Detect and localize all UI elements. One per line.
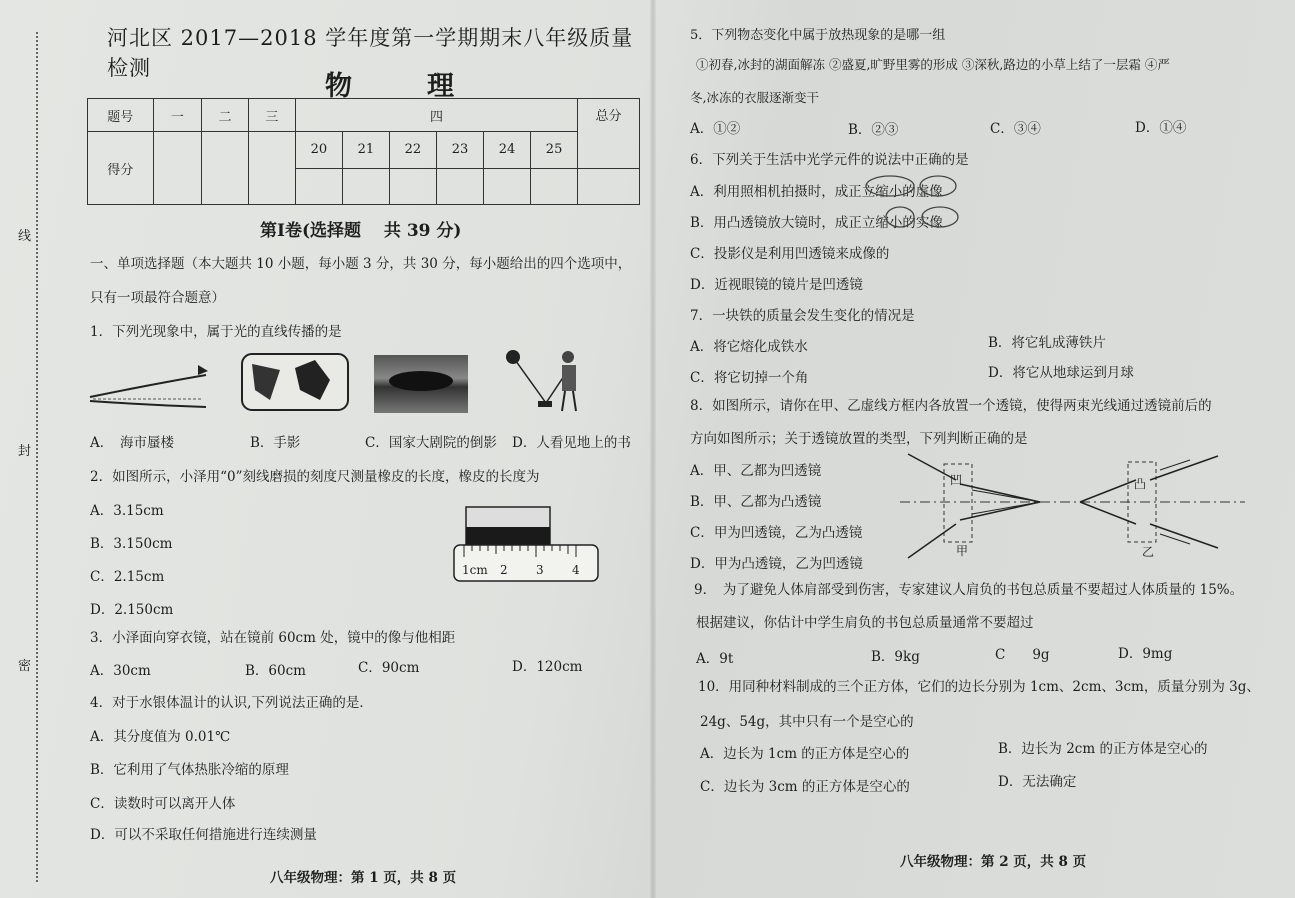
q5-statements: ①初春,冰封的湖面解冻 ②盛夏,旷野里雾的形成 ③深秋,路边的小草上结了一层霜 ④严 [696,57,1170,72]
score-cell [578,168,640,205]
q5-option-b: B．②③ [848,122,899,138]
q5-option-a: A．①② [690,121,741,137]
q6-option-a: A．利用照相机拍摄时，成正立缩小的虚像 [690,184,943,200]
score-total: 总分 [578,99,640,169]
score-sub-25: 25 [531,132,578,169]
q7-stem: 7．一块铁的质量会发生变化的情况是 [690,308,915,324]
score-sub-20: 20 [295,132,342,169]
q10-stem-cont: 24g、54g，其中只有一个是空心的 [700,714,914,730]
ruler-label-3: 3 [536,563,544,577]
score-section-4: 四 [295,99,577,132]
q7-option-c: C．将它切掉一个角 [690,370,809,386]
q9-stem: 9． 为了避免人体肩部受到伤害，专家建议人肩负的书包总质量不要超过人体质量的 15%。 [694,582,1244,598]
score-cell [436,168,483,205]
subject-title: 物 理 [325,71,478,102]
page-1 [80,0,640,898]
binding-line [36,32,38,882]
score-section-2: 二 [202,99,249,132]
score-sub-24: 24 [484,132,531,169]
page-fold [650,0,656,898]
q1-option-b: B．手影 [250,435,301,451]
score-cell [484,168,531,205]
q6-option-d: D．近视眼镜的镜片是凹透镜 [690,277,863,293]
score-sub-22: 22 [389,132,436,169]
q5-stem: 5．下列物态变化中属于放热现象的是哪一组 [690,28,946,43]
score-sub-21: 21 [342,132,389,169]
score-sub-23: 23 [436,132,483,169]
score-cell [153,132,202,205]
q7-option-d: D．将它从地球运到月球 [988,365,1134,381]
q8-label-jia: 甲 [956,544,969,558]
score-cell [295,168,342,205]
q2-option-d: D．2.150cm [90,602,174,618]
score-row-label: 得分 [88,132,154,205]
q2-stem: 2．如图所示，小泽用“0”刻线磨损的刻度尺测量橡皮的长度，橡皮的长度为 [90,469,540,485]
q10-option-d: D．无法确定 [998,774,1077,790]
q6-option-b: B．用凸透镜放大镜时，成正立缩小的实像 [690,215,943,231]
q8-label-yi: 乙 [1142,545,1155,559]
q8-lens-label-convex: 凸 [1134,477,1147,491]
page-2 [690,0,1280,898]
exam-title: 河北区 2017—2018 学年度第一学期期末八年级质量检测 [107,26,634,80]
q1-option-c: C．国家大剧院的倒影 [365,435,497,451]
q4-option-a: A．其分度值为 0.01℃ [90,729,231,745]
q10-option-c: C．边长为 3cm 的正方体是空心的 [700,779,910,795]
q4-option-c: C．读数时可以离开人体 [90,796,236,812]
ruler-label-2: 2 [500,563,508,577]
score-cell [531,168,578,205]
q1-hand-shadow-image [240,350,350,415]
q3-option-d: D．120cm [512,659,583,675]
page-1-footer: 八年级物理：第 1 页，共 8 页 [270,870,457,886]
q1-option-a: A． 海市蜃楼 [90,435,174,451]
instructions: 一、单项选择题（本大题共 10 小题，每小题 3 分，共 30 分，每小题给出的四个选项中， [90,256,632,272]
q1-stem: 1．下列光现象中，属于光的直线传播的是 [90,324,342,340]
q3-stem: 3．小泽面向穿衣镜，站在镜前 60cm 处，镜中的像与他相距 [90,630,456,646]
score-table [87,98,640,205]
q10-stem: 10．用同种材料制成的三个正方体，它们的边长分别为 1cm、2cm、3cm，质量分别为 3g、 [698,679,1260,695]
q4-stem: 4．对于水银体温计的认识,下列说法正确的是． [90,695,373,711]
q8-option-d: D．甲为凸透镜，乙为凹透镜 [690,556,863,572]
score-section-1: 一 [153,99,202,132]
q3-option-a: A．30cm [90,663,151,679]
ruler-label-1: 1cm [462,563,488,577]
q4-option-d: D．可以不采取任何措施进行连续测量 [90,827,317,843]
pen-circle-mark [880,205,970,229]
pen-circle-mark [850,174,960,198]
score-cell [202,132,249,205]
binding-label-secret: 密 [18,659,32,674]
q1-theater-reflection-image [374,355,468,413]
score-cell [342,168,389,205]
ruler-label-4: 4 [572,563,580,577]
q8-lens-label-concave: 凹 [950,473,963,487]
q1-option-d: D．人看见地上的书 [512,435,631,451]
q2-option-a: A．3.15cm [90,503,164,519]
q6-option-c: C．投影仪是利用凹透镜来成像的 [690,246,890,262]
q10-option-b: B．边长为 2cm 的正方体是空心的 [998,741,1208,757]
q4-option-b: B．它利用了气体热胀冷缩的原理 [90,762,289,778]
binding-label-seal: 封 [18,444,32,459]
score-cell [249,132,296,205]
q5-option-c: C．③④ [990,121,1041,137]
q9-option-c: C 9g [995,647,1050,663]
q10-option-a: A．边长为 1cm 的正方体是空心的 [700,746,910,762]
q8-lens-diagram [900,440,1250,570]
q9-stem-cont: 根据建议，你估计中学生肩负的书包总质量通常不要超过 [696,615,1034,631]
q9-option-d: D．9mg [1118,646,1173,662]
q1-mirage-image [88,355,208,415]
q9-option-a: A．9t [696,651,734,667]
q1-see-book-image [498,345,618,415]
binding-label-line: 线 [18,229,32,244]
score-header-label: 题号 [88,99,154,132]
q5-option-d: D．①④ [1135,120,1187,136]
q5-statements-cont: 冬,冰冻的衣服逐渐变干 [690,90,819,105]
q9-option-b: B．9kg [871,649,920,665]
q3-option-c: C．90cm [358,660,420,676]
q3-option-b: B．60cm [245,663,306,679]
q7-option-a: A．将它熔化成铁水 [690,339,808,355]
section-title: 第Ⅰ卷(选择题 共 39 分) [260,221,462,241]
q8-stem: 8．如图所示，请你在甲、乙虚线方框内各放置一个透镜，使得两束光线通过透镜前后的 [690,398,1212,414]
q8-option-b: B．甲、乙都为凸透镜 [690,494,822,510]
page-2-footer: 八年级物理：第 2 页，共 8 页 [900,854,1087,870]
q8-stem-cont: 方向如图所示；关于透镜放置的类型，下列判断正确的是 [690,431,1028,447]
q8-option-c: C．甲为凹透镜，乙为凸透镜 [690,525,863,541]
instructions-cont: 只有一项最符合题意） [90,290,225,306]
q2-option-b: B．3.150cm [90,536,173,552]
score-section-3: 三 [249,99,296,132]
q8-option-a: A．甲、乙都为凹透镜 [690,463,822,479]
q7-option-b: B．将它轧成薄铁片 [988,335,1106,351]
q2-option-c: C．2.15cm [90,569,165,585]
score-cell [389,168,436,205]
q6-stem: 6．下列关于生活中光学元件的说法中正确的是 [690,152,969,168]
